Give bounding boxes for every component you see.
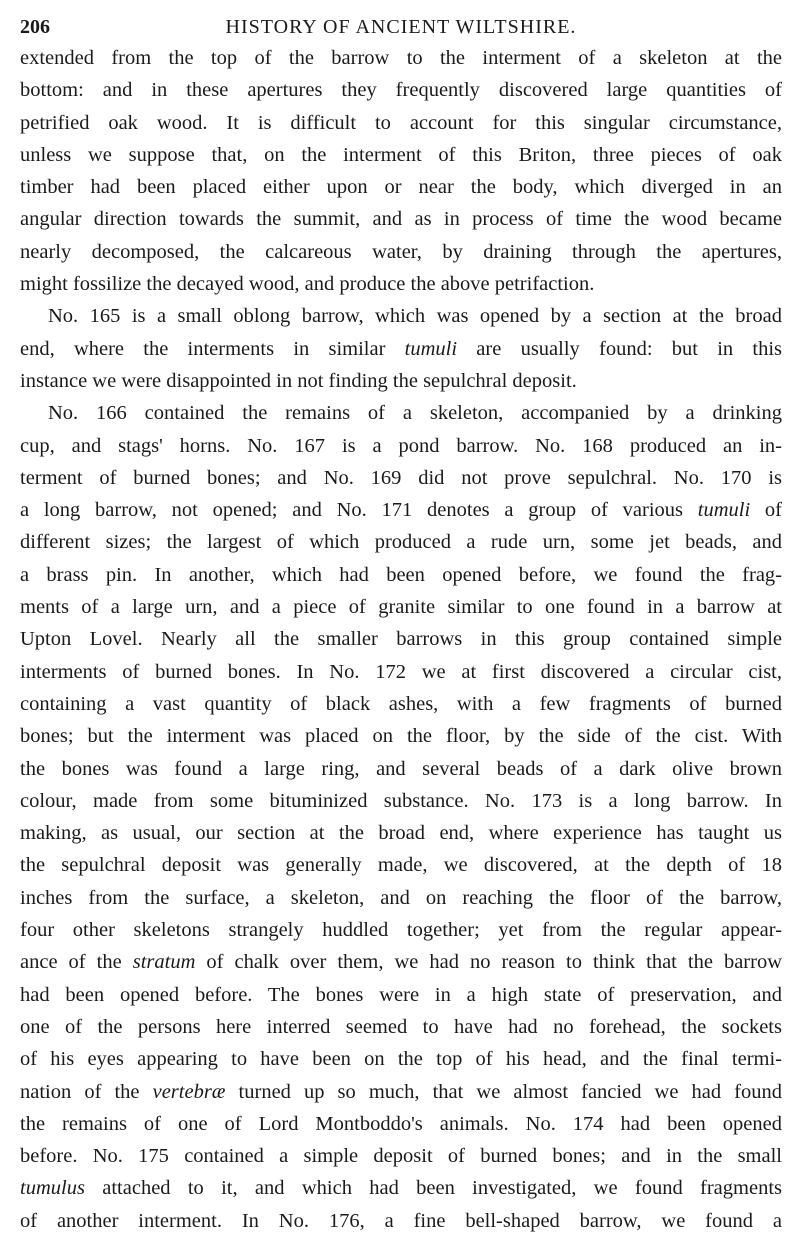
text-line — [20, 559, 782, 591]
text-segment: end, where the interments in similar — [20, 337, 405, 360]
text-line — [20, 1108, 782, 1140]
text-segment: colour, made from some bituminized substance. No. 173 is a long barrow. In — [20, 789, 782, 812]
text-line — [20, 236, 782, 268]
text-segment: inches from the surface, a skeleton, and on reaching the floor of the barrow, — [20, 886, 782, 909]
text-line — [20, 526, 782, 558]
text-segment: of another interment. In No. 176, a fine bell-shaped barrow, we found a — [20, 1209, 782, 1232]
italic-text: tumuli — [697, 499, 751, 522]
text-line — [20, 882, 782, 914]
text-line — [20, 1043, 782, 1075]
text-segment: extended from the top of the barrow to the interment of a skeleton at the — [20, 47, 782, 69]
text-segment: Upton Lovel. Nearly all the smaller barrows in this group contained simple — [20, 628, 782, 651]
text-line — [20, 365, 782, 397]
body-text — [20, 42, 782, 1237]
text-segment: the remains of one of Lord Montboddo's animals. No. 174 had been opened — [20, 1112, 782, 1135]
text-line — [20, 1205, 782, 1237]
text-line — [20, 688, 782, 720]
italic-text: vertebræ — [152, 1080, 226, 1103]
text-line — [20, 171, 782, 203]
text-segment: the sepulchral deposit was generally made, we discovered, at the depth of 18 — [20, 854, 782, 877]
text-line — [20, 817, 782, 849]
page-number: 206 — [20, 16, 50, 38]
text-line — [20, 1140, 782, 1172]
text-line — [20, 430, 782, 462]
text-segment: turned up so much, that we almost fancied we had found — [225, 1080, 782, 1103]
text-line — [20, 333, 782, 365]
text-line — [20, 623, 782, 655]
text-line — [20, 785, 782, 817]
text-segment: are usually found: but in this — [457, 337, 783, 360]
text-segment: petrified oak wood. It is difficult to account for this singular circumstance, — [20, 111, 782, 134]
text-segment: bottom: and in these apertures they frequently discovered large quantities of — [20, 79, 782, 102]
text-line — [20, 107, 782, 139]
text-line — [20, 753, 782, 785]
italic-text: tumulus — [20, 1177, 85, 1200]
text-segment: unless we suppose that, on the interment of this Briton, three pieces of oak — [20, 143, 782, 166]
text-segment: one of the persons here interred seemed to have had no forehead, the sockets — [20, 1015, 782, 1038]
italic-text: stratum — [132, 951, 196, 974]
text-segment: of — [750, 499, 783, 522]
text-line — [20, 1076, 782, 1108]
text-segment: interments of burned bones. In No. 172 we at first discovered a circular cist, — [20, 660, 782, 683]
text-line — [20, 1172, 782, 1204]
text-line — [20, 979, 782, 1011]
text-line — [20, 656, 782, 688]
text-line — [20, 849, 782, 881]
text-line — [20, 203, 782, 235]
text-line — [20, 397, 782, 429]
text-segment: of chalk over them, we had no reason to think that the barrow — [195, 951, 782, 974]
text-line — [20, 946, 782, 978]
text-line — [20, 139, 782, 171]
text-segment: ments of a large urn, and a piece of granite similar to one found in a barrow at — [20, 596, 782, 619]
text-segment: might fossilize the decayed wood, and produce the above petrifaction. — [20, 273, 595, 296]
text-line — [20, 494, 782, 526]
text-segment: timber had been placed either upon or near the body, which diverged in an — [20, 176, 782, 199]
text-segment: ance of the — [20, 951, 133, 974]
text-segment: had been opened before. The bones were in a high state of preservation, and — [20, 983, 782, 1006]
text-segment: cup, and stags' horns. No. 167 is a pond barrow. No. 168 produced an in- — [20, 434, 782, 457]
text-segment: instance we were disappointed in not finding the sepulchral deposit. — [20, 369, 577, 392]
text-segment: different sizes; the largest of which produced a rude urn, some jet beads, and — [20, 531, 782, 554]
text-line — [20, 1011, 782, 1043]
text-line — [20, 462, 782, 494]
italic-text: tumuli — [404, 337, 458, 360]
text-line — [20, 720, 782, 752]
text-segment: a long barrow, not opened; and No. 171 denotes a group of various — [20, 499, 698, 522]
text-segment: before. No. 175 contained a simple deposit of burned bones; and in the small — [20, 1145, 782, 1168]
text-segment: angular direction towards the summit, and as in process of time the wood became — [20, 208, 782, 231]
text-segment: nearly decomposed, the calcareous water, by draining through the apertures, — [20, 240, 782, 263]
text-segment: bones; but the interment was placed on the floor, by the side of the cist. With — [20, 725, 782, 748]
text-segment: of his eyes appearing to have been on the top of his head, and the final termi- — [20, 1048, 782, 1071]
text-segment: the bones was found a large ring, and several beads of a dark olive brown — [20, 757, 782, 780]
text-segment: four other skeletons strangely huddled together; yet from the regular appear- — [20, 919, 782, 942]
text-segment: No. 165 is a small oblong barrow, which was opened by a section at the broad — [48, 305, 782, 328]
text-line — [20, 914, 782, 946]
text-segment: terment of burned bones; and No. 169 did not prove sepulchral. No. 170 is — [20, 466, 782, 489]
running-title: HISTORY OF ANCIENT WILTSHIRE. — [225, 16, 577, 38]
text-segment: attached to it, and which had been investigated, we found fragments — [84, 1177, 782, 1200]
text-line — [20, 268, 782, 300]
text-segment: a brass pin. In another, which had been opened before, we found the frag- — [20, 563, 782, 586]
text-line — [20, 591, 782, 623]
text-line — [20, 74, 782, 106]
text-segment: No. 166 contained the remains of a skeleton, accompanied by a drinking — [48, 402, 782, 425]
text-segment: nation of the — [20, 1080, 153, 1103]
page-header — [20, 16, 782, 44]
text-segment: making, as usual, our section at the broad end, where experience has taught us — [20, 822, 782, 845]
text-line — [20, 42, 782, 74]
text-segment: containing a vast quantity of black ashes, with a few fragments of burned — [20, 692, 782, 715]
text-line — [20, 300, 782, 332]
